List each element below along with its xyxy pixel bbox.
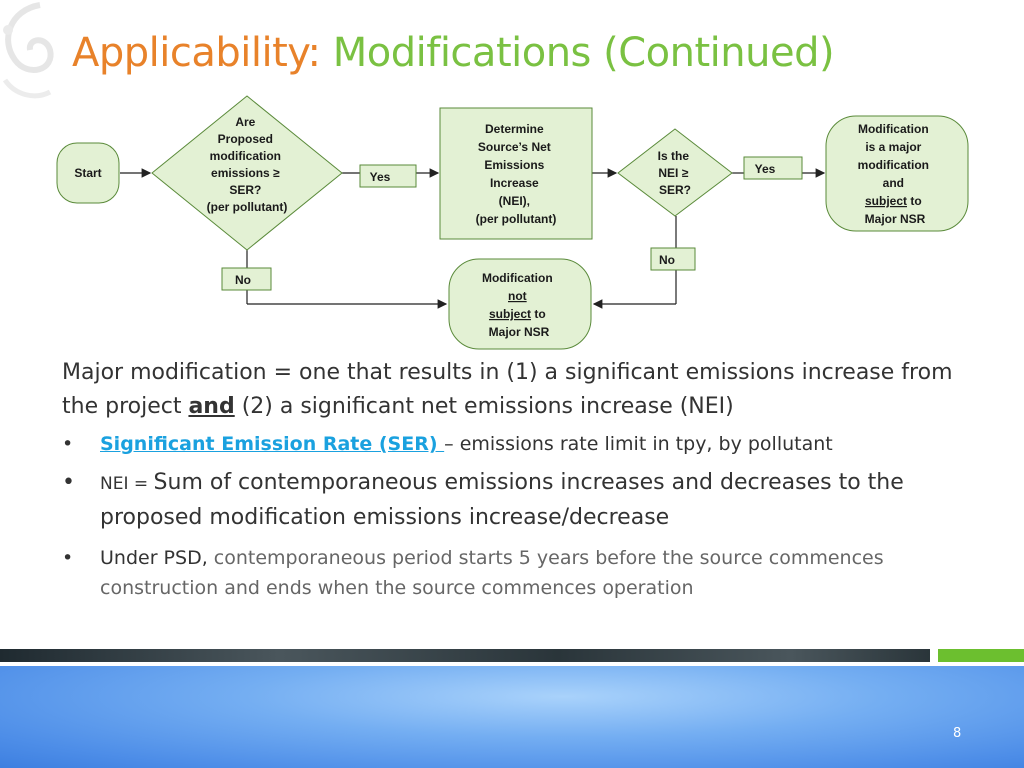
process-text: Determine Source’s Net Emissions Increase (NEI), (per pollutant) (475, 122, 557, 226)
page-number: 8 (953, 726, 962, 741)
start-label: Start (74, 166, 102, 180)
bullet-psd: • Under PSD, contemporaneous period starts 5 years before the source commences construction and ends when the source commences operation (62, 543, 962, 603)
bullet-marker: • (62, 470, 75, 495)
bullet-list (62, 430, 962, 603)
title-applicability: Applicability: (72, 30, 321, 76)
bullet-ser: • Significant Emission Rate (SER) – emissions rate limit in tpy, by pollutant (62, 430, 962, 458)
no-label-2: No (659, 253, 675, 267)
and-emphasis: and (188, 394, 235, 419)
footer-divider-dark (0, 649, 930, 662)
footer-band (0, 666, 1024, 768)
slide-body (62, 356, 962, 611)
yes-label-2: Yes (754, 162, 776, 176)
major-modification-definition: Major modification = one that results in (1) a significant emissions increase from the project and (2) a significant net emissions increase (NEI) (62, 360, 953, 419)
ser-link[interactable]: Significant Emission Rate (SER) (100, 433, 445, 455)
title-modifications: Modifications (Continued) (332, 30, 835, 76)
decision1-text: Are Proposed modification emissions ≥ SER? (per pollutant) (206, 115, 288, 214)
bullet-marker: • (62, 547, 74, 569)
yes-label-1: Yes (369, 170, 391, 184)
no-label-1: No (235, 273, 251, 287)
decision2-text: Is the NEI ≥ SER? (657, 149, 692, 197)
footer-divider-green (938, 649, 1024, 662)
bullet-nei: • NEI = Sum of contemporaneous emissions increases and decreases to the proposed modification emissions increase/decrease (62, 466, 962, 535)
notsubject-text: Modification not subject to Major NSR (481, 271, 553, 339)
major-text: Modification is a major modification and subject to Major NSR (857, 122, 929, 226)
bullet-marker: • (62, 433, 74, 455)
flowchart (0, 0, 1024, 360)
